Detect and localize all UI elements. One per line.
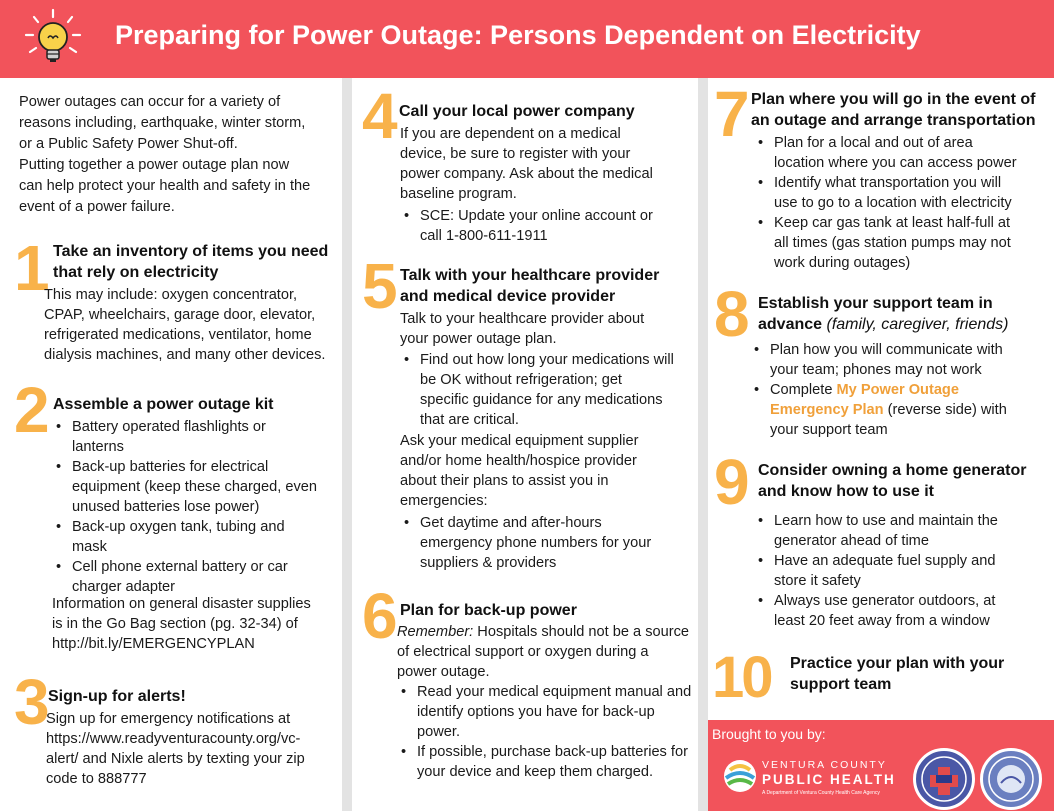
step10-title: Practice your plan with your support team [790,655,1005,693]
list-item: • If possible, purchase back-up batteries for your device and keep them charged. [397,742,702,782]
step4-list [400,206,690,246]
step6-text: Remember: Hospitals should not be a source of electrical support or oxygen during a power outage. [397,624,690,680]
county-seal [980,748,1042,810]
list-item: • Plan how you will communicate with your team; phones may not work [750,340,1050,380]
step5-title: Talk with your healthcare provider and medical device provider [400,267,660,305]
step-number-2: 2 [14,374,47,446]
plan-link: My Power Outage [836,382,959,398]
footer-sponsors [708,720,1054,811]
step-number-7: 7 [714,78,747,150]
list-item: • Find out how long your medications will be OK without refrigeration; get specific guidance for any medications that are critical. [400,350,695,430]
list-item: • Have an adequate fuel supply and store it safety [754,551,1049,591]
step4-title: Call your local power company [399,103,635,120]
step8-list [750,340,1050,440]
step6-list [397,682,702,782]
plan-link-2: Emergency Plan [770,402,884,418]
public-health-logo [720,754,910,798]
step1-text: This may include: oxygen concentrator, CPAP, wheelchairs, garage door, elevator, refrigerated medications, ventilator, home dialysis machines, and many other devices. [44,287,326,363]
step7-title: Plan where you will go in the event of an outage and arrange transportation [751,91,1036,129]
step9-title: Consider owning a home generator and know how to use it [758,462,1027,500]
page-title: Preparing for Power Outage: Persons Dependent on Electricity [115,20,921,50]
svg-text:PUBLIC HEALTH: PUBLIC HEALTH [762,772,896,787]
list-item: • Read your medical equipment manual and identify options you have for back-up power. [397,682,702,742]
list-item: • Complete My Power Outage Emergency Plan (reverse side) with your support team [750,380,1050,440]
step4-text: If you are dependent on a medical device, be sure to register with your power company. Ask about the medical baseline program. [400,126,653,202]
step5-list [400,350,695,430]
list-item: • Keep car gas tank at least half-full at all times (gas station pumps may not work during outages) [754,213,1049,273]
step-number-9: 9 [714,446,747,518]
step-number-8: 8 [714,278,747,350]
step2-title: Assemble a power outage kit [53,396,274,413]
svg-text:A Department of Ventura County: A Department of Ventura County Health Care Agency [762,790,880,796]
list-item: • Learn how to use and maintain the generator ahead of time [754,511,1049,551]
step5-list-2 [400,513,695,573]
middle-column [342,78,708,811]
list-item: • Back-up batteries for electrical equipment (keep these charged, even unused batteries lose power) [52,457,337,517]
step-number-4: 4 [362,80,395,152]
step-number-5: 5 [362,250,395,322]
step3-title: Sign-up for alerts! [48,688,186,705]
list-item: • Battery operated flashlights or lanterns [52,417,337,457]
list-item: • Identify what transportation you will use to go to a location with electricity [754,173,1049,213]
brought-by-label: Brought to you by: [712,726,826,742]
list-item: • Back-up oxygen tank, tubing and mask [52,517,337,557]
step2-list [52,417,337,597]
step9-list [754,511,1049,631]
lightbulb-icon [22,8,84,70]
svg-text:VENTURA COUNTY: VENTURA COUNTY [762,759,887,771]
step-number-3: 3 [14,666,47,738]
list-item: • Get daytime and after-hours emergency phone numbers for your suppliers & providers [400,513,695,573]
list-item: • Cell phone external battery or car charger adapter [52,557,337,597]
list-item: • SCE: Update your online account or call 1-800-611-1911 [400,206,690,246]
step1-title: Take an inventory of items you need that rely on electricity [53,243,329,281]
step7-list [754,133,1049,273]
intro-text: Power outages can occur for a variety of reasons including, earthquake, winter storm, or a Public Safety Power Shut-off. Putting together a power outage plan now can help protect your health and safety in the event of a power failure. [19,94,311,215]
right-column [708,78,1054,811]
step2-note: Information on general disaster supplies is in the Go Bag section (pg. 32-34) of http://bit.ly/EMERGENCYPLAN [52,596,311,652]
step3-text: Sign up for emergency notifications at https://www.readyventuracounty.org/vc- alert/ and Nixle alerts by texting your zip code to 888777 [46,711,305,787]
step6-title: Plan for back-up power [400,602,577,619]
step8-title: Establish your support team in advance (family, caregiver, friends) [758,295,1009,333]
step5-text-2: Ask your medical equipment supplier and/or home health/hospice provider about their plans to assist you in emergencies: [400,433,639,509]
list-item: • Always use generator outdoors, at least 20 feet away from a window [754,591,1049,631]
list-item: • Plan for a local and out of area location where you can access power [754,133,1049,173]
left-column [0,78,342,811]
county-ems-seal [913,748,975,810]
step-number-1: 1 [14,232,47,304]
step-number-10: 10 [712,645,771,710]
step-number-6: 6 [362,580,395,652]
header-banner [0,0,1054,78]
step5-text: Talk to your healthcare provider about your power outage plan. [400,311,645,347]
